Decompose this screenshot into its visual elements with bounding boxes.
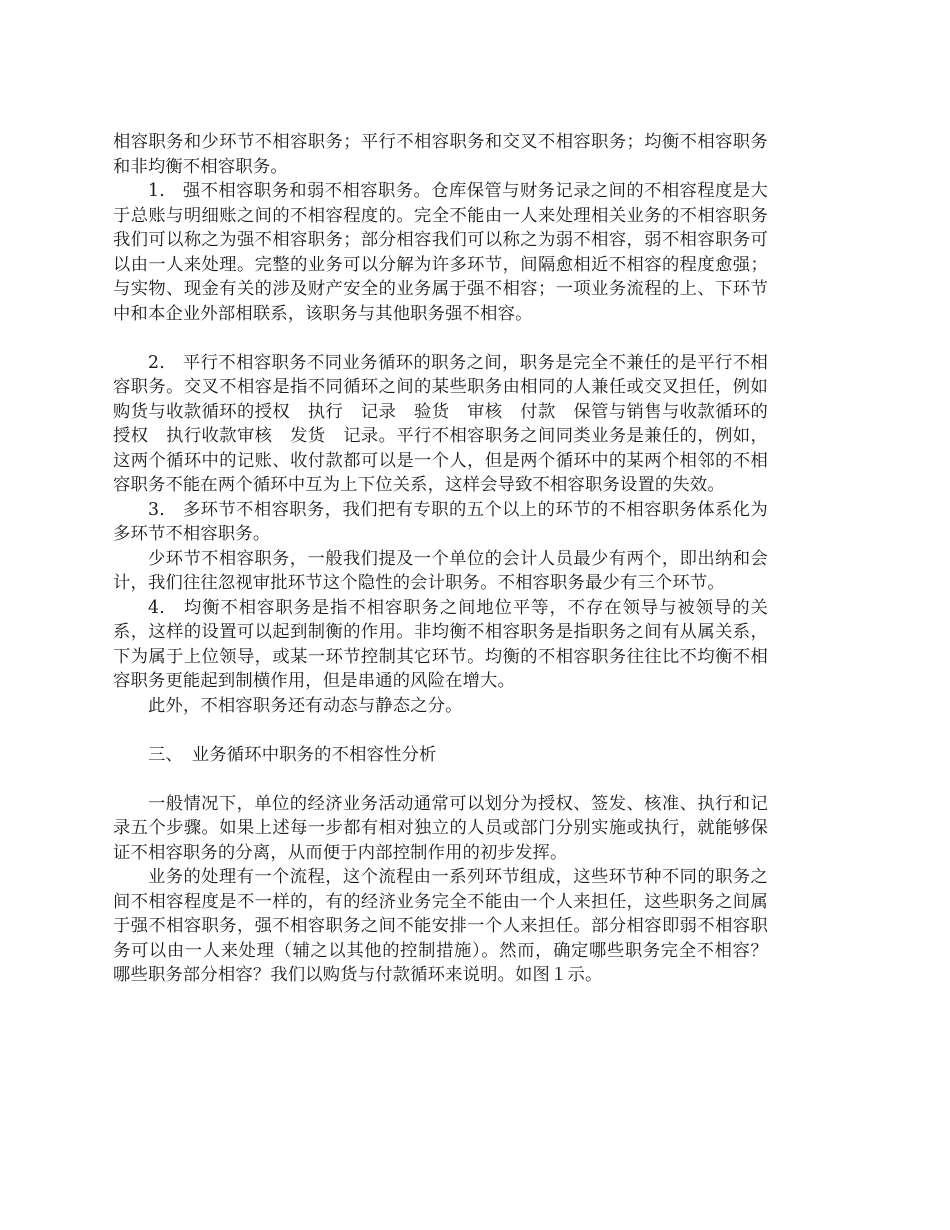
- document-body: [113, 130, 768, 988]
- paragraph-multi-link: 3. 多环节不相容职务，我们把有专职的五个以上的环节的不相容职务体系化为多环节不相容职务。: [113, 499, 768, 544]
- paragraph-strong-weak: 1. 强不相容职务和弱不相容职务。仓库保管与财务记录之间的不相容程度是大于总账与明细账之间的不相容程度的。完全不能由一人来处理相关业务的不相容职务我们可以称之为强不相容职务；部分相容我们可以称之为弱不相容，弱不相容职务可以由一人来处理。完整的业务可以分解为许多环节，间隔愈相近不相容的程度愈强；与实物、现金有关的涉及财产安全的业务属于强不相容；一项业务流程的上、下环节中和本企业外部相联系，该职务与其他职务强不相容。: [113, 181, 768, 324]
- paragraph-dynamic-static: 此外，不相容职务还有动态与静态之分。: [148, 695, 463, 716]
- blank-line: [113, 767, 768, 792]
- paragraph-process: 业务的处理有一个流程，这个流程由一系列环节组成，这些环节种不同的职务之间不相容程度是不一样的，有的经济业务完全不能由一个人来担任，这些职务之间属于强不相容职务，强不相容职务之间不能安排一个人来担任。部分相容即弱不相容职务可以由一人来处理（辅之以其他的控制措施）。然而，确定哪些职务完全不相容？哪些职务部分相容？我们以购货与付款循环来说明。如图１示。: [113, 867, 768, 985]
- paragraph-balanced: 4. 均衡不相容职务是指不相容职务之间地位平等，不存在领导与被领导的关系，这样的设置可以起到制衡的作用。非均衡不相容职务是指职务之间有从属关系，下为属于上位领导，或某一环节控制其它环节。均衡的不相容职务往往比不均衡不相容职务更能起到制横作用，但是串通的风险在增大。: [113, 597, 768, 691]
- paragraph-few-link: 少环节不相容职务，一般我们提及一个单位的会计人员最少有两个，即出纳和会计，我们往往忽视审批环节这个隐性的会计职务。不相容职务最少有三个环节。: [113, 548, 768, 593]
- section-heading: 三、 业务循环中职务的不相容性分析: [148, 744, 437, 765]
- blank-line: [113, 326, 768, 351]
- paragraph-parallel-cross: 2. 平行不相容职务不同业务循环的职务之间，职务是完全不兼任的是平行不相容职务。交叉不相容是指不同循环之间的某些职务由相同的人兼任或交叉担任，例如购货与收款循环的授权 执行 记录 验货 审核 付款 保管与销售与收款循环的授权 执行收款审核 发货 记录。平行不相容职务之间同类业务是兼任的，例如，这两个循环中的记账、收付款都可以是一个人，但是两个循环中的某两个相邻的不相容职务不能在两个循环中互为上下位关系，这样会导致不相容职务设置的失效。: [113, 352, 768, 495]
- paragraph-intro: 相容职务和少环节不相容职务；平行不相容职务和交叉不相容职务；均衡不相容职务和非均衡不相容职务。: [113, 132, 768, 177]
- blank-line: [113, 718, 768, 743]
- paragraph-general-steps: 一般情况下，单位的经济业务活动通常可以划分为授权、签发、核准、执行和记录五个步骤。如果上述每一步都有相对独立的人员或部门分别实施或执行，就能够保证不相容职务的分离，从而便于内部控制作用的初步发挥。: [113, 793, 768, 863]
